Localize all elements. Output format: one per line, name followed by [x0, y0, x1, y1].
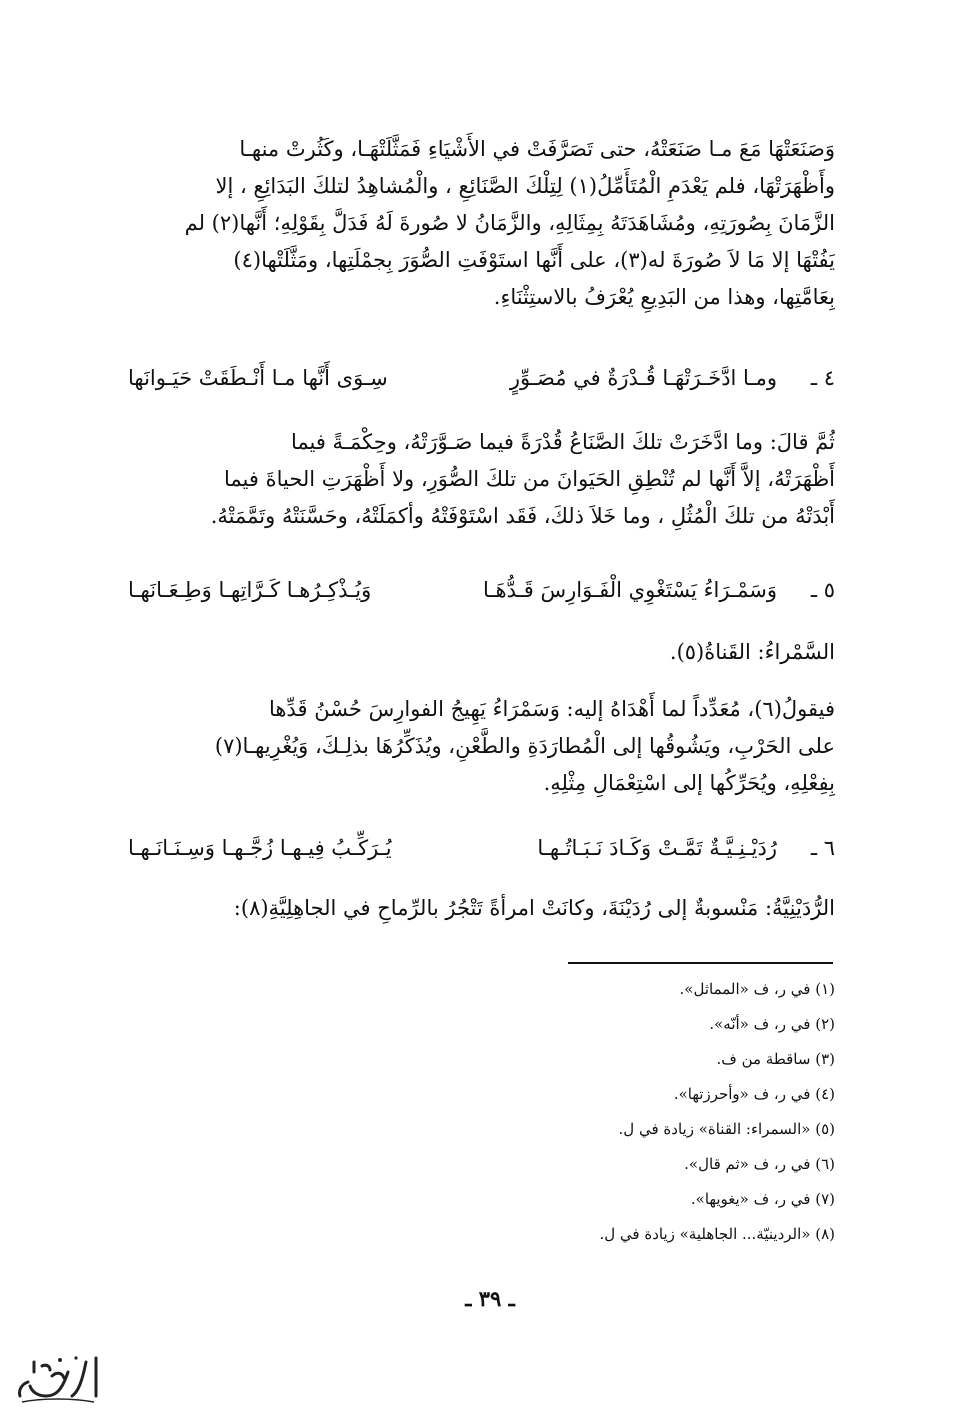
verse-second-hemistich: سِـوَى أَنَّها مـا أَنْـطَقَتْ حَيَـوانَها	[128, 366, 388, 390]
footnote: (٣) ساقطة من ف.	[716, 1050, 835, 1068]
verse-second-hemistich: يُـرَكِّـبُ فِيـهـا زُجَّـهـا وَسِـنَـانَـهـا	[128, 836, 392, 860]
footnote: (٤) في ر، ف «وأحرزتها».	[673, 1085, 835, 1103]
footnote: (٧) في ر، ف «يغويها».	[690, 1190, 835, 1208]
paragraph-line: فيقولُ(٦)، مُعَدِّداً لما أَهْدَاهُ إليه: وَسَمْرَاءُ يَهِيجُ الفوارِسَ حُسْنُ قَدِّها	[269, 697, 835, 721]
verse-first-hemistich: وَسَمْـرَاءُ يَسْتَغْوِي الْفَـوَارِسَ قَـدُّهَـا	[483, 578, 777, 602]
paragraph-2	[128, 424, 835, 535]
verse-6	[128, 836, 835, 860]
paragraph-line: وَصَنَعَتْهَا مَعَ مـا صَنَعَتْهُ، حتى تَصَرَّفَتْ في الأَشْيَاءِ فَمَثَّلَتْهَـا، وكَثُرتْ منهـا	[239, 137, 835, 161]
paragraph-line: وأَظْهَرَتْهَا، فلم يَعْدَمِ الْمُتَأَمِّلُ(١) لِتِلْكَ الصَّنَائِعِ ، والْمُشاهِدُ لتلكَ البَدَائِعِ ، إلا	[215, 174, 835, 198]
gloss-6	[128, 890, 835, 927]
verse-number: ٤ ـ	[810, 366, 835, 390]
verse-first-hemistich: ومـا ادَّخَـرَتْهَـا قُـدْرَةٌ في مُصَـوِّرٍ	[509, 366, 777, 390]
paragraph-line: على الحَرْبِ، ويَشُوقُها إلى الْمُطارَدَةِ والطَّعْنِ، ويُذَكِّرُهَا بذلِـكَ، وَيُغْرِيهـا(٧)	[214, 734, 835, 758]
verse-first-hemistich: رُدَيْـنِـيَّـةٌ تَمَّـتْ وَكَـادَ نَـبَـاتُـهـا	[537, 836, 777, 860]
gloss-line: السَّمْراءُ: القَناةُ(٥).	[669, 640, 835, 664]
paragraph-3	[128, 691, 835, 802]
verse-4	[128, 366, 835, 390]
uploader-stamp-logo	[12, 1352, 104, 1410]
footnotes	[128, 972, 835, 1252]
paragraph-line: يَفُتْهَا إلا مَا لاَ صُورَةَ له(٣)، على أَنَّها استَوْفَتِ الصُّوَرَ بِجمْلَتِها، ومَثَّلَتْها(٤)	[233, 248, 835, 272]
verse-number: ٦ ـ	[810, 836, 835, 860]
paragraph-line: ثُمَّ قالَ: وما ادَّخَرَتْ تلكَ الصَّنَاعُ قُدْرَةً فيما صَـوَّرَتْهُ، وحِكْمَـةً فيما	[290, 430, 835, 454]
verse-second-hemistich: وَيُـذْكِـرُهـا كَـرَّاتِهـا وَطِـعَـانَهـا	[128, 578, 372, 602]
gloss-line: الرُّدَيْنِيَّةُ: مَنْسوبةٌ إلى رُدَيْنَةَ، وكانَتْ امرأةً تَتْجُرُ بالرِّماحِ في الجاهِلِيَّةِ(٨):	[233, 896, 835, 920]
footnote-divider	[568, 962, 833, 964]
page-number: ـ ٣٩ ـ	[465, 1286, 515, 1311]
verse-number: ٥ ـ	[810, 578, 835, 602]
footnote: (١) في ر، ف «المماثل».	[679, 980, 835, 998]
paragraph-1	[128, 131, 835, 316]
paragraph-line: أَظْهَرَتْهُ، إلاَّ أَنَّها لم تُنْطِقِ الحَيَوانَ من تلكَ الصُّوَرِ، ولا أَظْهَرَتِ الحياةَ فيما	[224, 467, 835, 491]
verse-5	[128, 578, 835, 602]
footnote: (٢) في ر، ف «أنّه».	[709, 1015, 835, 1033]
paragraph-line: أَبْدَتْهُ من تلكَ الْمُثُلِ ، وما خَلاَ ذلكَ، فَقَد اسْتَوْفَتْهُ وأكمَلَتْهُ، وحَسَّنَتْهُ وتَمَّمَتْهُ.	[210, 504, 835, 528]
paragraph-line: بِفِعْلِهِ، ويُحَرِّكُها إلى اسْتِعْمَالِ مِثْلِهِ.	[543, 771, 835, 795]
footnote: (٦) في ر، ف «ثم قال».	[684, 1155, 835, 1173]
paragraph-line: بِعَامَّتِها، وهذا من البَدِيعِ يُعْرَفُ بالاستِثْنَاءِ.	[493, 285, 835, 309]
calligraphy-stamp-icon	[12, 1352, 104, 1410]
footnote: (٥) «السمراء: القناة» زيادة في ل.	[618, 1120, 835, 1138]
gloss-5	[128, 634, 835, 671]
footnote: (٨) «الردينيّة... الجاهلية» زيادة في ل.	[599, 1225, 835, 1243]
paragraph-line: الزَّمَانَ بِصُورَتِهِ، ومُشَاهَدَتَهُ بِمِثَالِهِ، والزَّمَانُ لا صُورةَ لَهُ فَدَلَّ بِقَوْلِهِ؛ أَنَّها(٢) لم	[184, 211, 835, 235]
